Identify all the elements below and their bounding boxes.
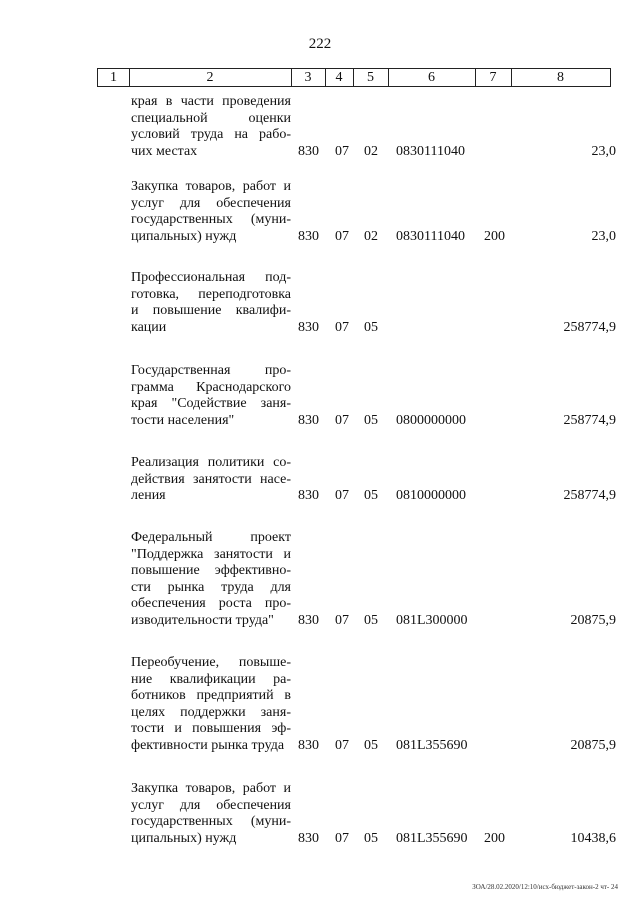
description-line: фективности рынка труда [131,737,285,753]
cell-expense-type: 200 [484,228,505,244]
cell-expense-type: 200 [484,830,505,846]
cell-subsection: 05 [364,488,378,503]
description-line: целях поддержки заня- [131,704,291,720]
cell-target-article: 0810000000 [396,488,466,503]
row-description [131,655,291,754]
description-line: готовка, переподготовка [131,286,291,302]
cell-subsection: 02 [364,143,378,159]
cell-target-article: 081L355690 [396,830,468,846]
cell-ministry: 830 [298,143,319,159]
header-col-5: 5 [367,70,374,85]
description-line: изводительности труда" [131,612,274,628]
description-line: края "Содействие заня- [131,396,291,411]
header-col-6: 6 [428,70,435,85]
row-description [131,94,291,160]
description-line: грамма Краснодарского [131,379,291,395]
row-description [131,530,291,629]
cell-section: 07 [335,488,349,503]
cell-target-article: 0830111040 [396,228,465,244]
cell-amount: 23,0 [591,143,616,159]
header-col-8: 8 [557,70,564,85]
table-header [97,68,611,87]
cell-subsection: 02 [364,228,378,244]
cell-subsection: 05 [364,412,378,428]
cell-section: 07 [335,612,349,628]
description-line: действия занятости насе- [131,471,291,487]
description-line: чих местах [131,143,198,159]
description-line: государственных (муни- [131,814,291,829]
cell-ministry: 830 [298,830,319,846]
description-line: условий труда на рабо- [131,127,291,142]
document-footer-code: ЗОА/28.02.2020/12:10/исх-бюджет-закон-2 чт- 24 [472,883,618,891]
cell-target-article: 0830111040 [396,143,465,159]
cell-ministry: 830 [298,488,319,503]
header-col-7: 7 [489,70,497,85]
cell-amount: 258774,9 [563,488,616,503]
description-line: Закупка товаров, работ и [131,179,291,194]
description-line: ципальных) нужд [131,228,237,244]
description-line: Федеральный проект [131,530,291,545]
description-line: "Поддержка занятости и [131,546,291,562]
cell-target-article: 081L355690 [396,737,468,753]
cell-section: 07 [335,143,349,159]
cell-subsection: 05 [364,319,378,335]
description-line: и повышение квалифи- [131,303,291,318]
header-col-1: 1 [110,70,117,85]
row-description [131,179,291,245]
row-description [131,781,291,847]
row-description [131,455,291,505]
cell-subsection: 05 [364,737,378,753]
cell-amount: 23,0 [591,228,616,244]
description-line: ления [131,488,166,503]
cell-amount: 258774,9 [563,412,616,428]
description-line: обеспечения роста про- [131,596,291,611]
description-line: ципальных) нужд [131,830,237,846]
header-col-2: 2 [206,70,214,85]
description-line: тости и повышения эф- [131,721,291,736]
cell-section: 07 [335,319,349,335]
description-line: специальной оценки [131,110,291,126]
description-line: ние квалификации ра- [131,671,291,687]
cell-section: 07 [335,737,349,753]
description-line: Профессиональная под- [131,270,291,285]
cell-amount: 20875,9 [570,612,616,628]
cell-amount: 20875,9 [570,737,616,753]
row-description [131,270,291,336]
cell-target-article: 0800000000 [396,412,466,428]
cell-subsection: 05 [364,612,378,628]
description-line: края в части проведения [131,94,291,109]
cell-ministry: 830 [298,319,319,335]
cell-subsection: 05 [364,830,378,846]
cell-section: 07 [335,412,349,428]
description-line: сти рынка труда для [131,579,291,595]
description-line: тости населения" [131,412,235,428]
description-line: государственных (муни- [131,212,291,227]
description-line: повышение эффективно- [131,563,291,578]
row-description [131,363,291,429]
cell-ministry: 830 [298,612,319,628]
cell-ministry: 830 [298,412,319,428]
description-line: ботников предприятий в [131,688,291,703]
cell-section: 07 [335,228,349,244]
page-number: 222 [308,36,332,52]
cell-ministry: 830 [298,737,319,753]
cell-amount: 258774,9 [563,319,616,335]
cell-section: 07 [335,830,349,846]
description-line: Реализация политики со- [131,455,291,470]
cell-ministry: 830 [298,228,319,244]
description-line: кации [131,319,167,335]
header-col-4: 4 [335,70,343,85]
header-col-3: 3 [304,70,312,85]
description-line: услуг для обеспечения [131,195,291,211]
description-line: Государственная про- [131,363,291,378]
cell-target-article: 081L300000 [396,612,468,628]
description-line: услуг для обеспечения [131,797,291,813]
cell-amount: 10438,6 [570,830,616,846]
description-line: Закупка товаров, работ и [131,781,291,796]
description-line: Переобучение, повыше- [131,655,291,670]
